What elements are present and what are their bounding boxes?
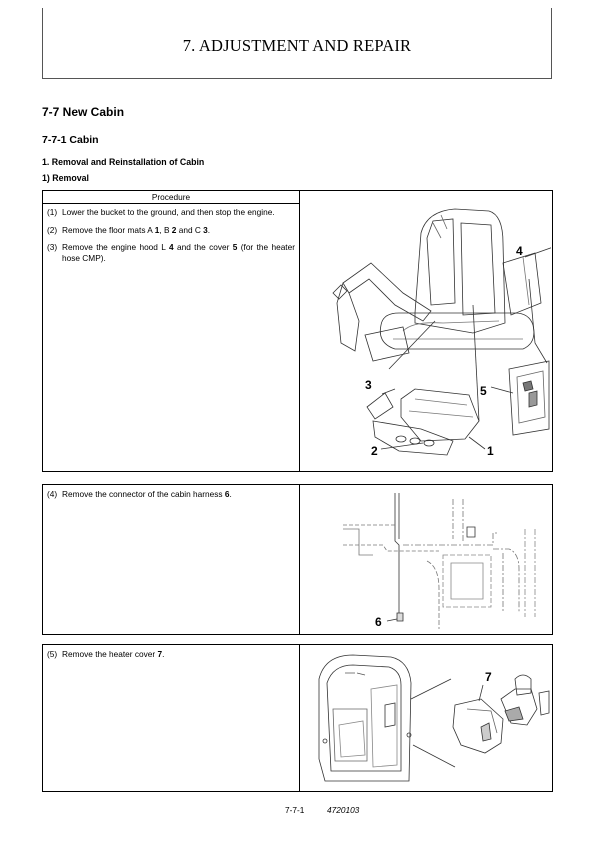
procedure-table-1 bbox=[42, 190, 553, 472]
procedure-table-2 bbox=[42, 484, 553, 635]
steps-list bbox=[47, 207, 295, 270]
step-text-fragment: (for the heater hose CMP). bbox=[62, 242, 295, 263]
callout-4: 4 bbox=[516, 244, 523, 258]
callout-2: 2 bbox=[371, 444, 378, 458]
chapter-title: 7. ADJUSTMENT AND REPAIR bbox=[182, 36, 412, 55]
procedure-step bbox=[47, 225, 295, 236]
document-code: 4720103 bbox=[327, 805, 360, 815]
chapter-header-box bbox=[42, 8, 552, 79]
column-divider bbox=[299, 485, 300, 634]
step-heading: 1) Removal bbox=[42, 173, 89, 183]
column-divider bbox=[299, 645, 300, 791]
step-number: (2) bbox=[47, 224, 58, 235]
item-heading: 1. Removal and Reinstallation of Cabin bbox=[42, 157, 205, 167]
page-number: 7-7-1 bbox=[285, 805, 305, 815]
step-number: (5) bbox=[47, 649, 58, 659]
step-text-fragment: Remove the heater cover bbox=[62, 649, 158, 659]
column-divider bbox=[299, 191, 300, 471]
step-text bbox=[62, 489, 295, 500]
step-text bbox=[62, 207, 295, 218]
heater-cover-figure bbox=[305, 649, 551, 789]
step-number: (3) bbox=[47, 242, 58, 252]
step-number: (1) bbox=[47, 207, 58, 217]
procedure-table-3 bbox=[42, 644, 553, 792]
part-ref-number: 7 bbox=[157, 649, 163, 659]
step-text-fragment: . bbox=[207, 224, 211, 235]
procedure-step bbox=[47, 649, 295, 660]
subsection-title: 7-7-1 Cabin bbox=[42, 134, 99, 146]
step-text bbox=[62, 242, 295, 263]
part-ref-number: 6 bbox=[224, 489, 230, 499]
procedure-step bbox=[47, 207, 295, 218]
callout-1: 1 bbox=[487, 444, 494, 458]
part-ref-number: 1 bbox=[154, 224, 160, 235]
step-text bbox=[62, 225, 295, 236]
part-ref-number: 3 bbox=[203, 224, 208, 235]
part-ref-number: 4 bbox=[168, 242, 174, 252]
part-ref-number: 5 bbox=[232, 242, 238, 252]
callout-7: 7 bbox=[485, 670, 492, 684]
step-text-fragment: and the cover bbox=[173, 242, 233, 252]
step-text-fragment: and C bbox=[176, 224, 204, 235]
procedure-step bbox=[47, 242, 295, 263]
excavator-floor-mats-figure bbox=[303, 193, 551, 471]
step-text-fragment: Remove the floor mats A bbox=[62, 224, 155, 235]
steps-list bbox=[47, 649, 295, 667]
callout-6: 6 bbox=[375, 615, 382, 629]
step-number: (4) bbox=[47, 489, 58, 499]
step-text-fragment: Remove the engine hood L bbox=[62, 242, 169, 252]
step-text-fragment: . bbox=[162, 649, 165, 659]
step-text-fragment: , B bbox=[159, 224, 172, 235]
callout-3: 3 bbox=[365, 378, 372, 392]
part-ref-number: 2 bbox=[171, 224, 177, 235]
step-text bbox=[62, 649, 295, 660]
step-text-fragment: Lower the bucket to the ground, and then stop the engine. bbox=[62, 207, 275, 217]
procedure-step bbox=[47, 489, 295, 500]
step-text-fragment: . bbox=[229, 489, 232, 499]
section-title: 7-7 New Cabin bbox=[42, 105, 125, 119]
step-text-fragment: Remove the connector of the cabin harness bbox=[62, 489, 225, 499]
cabin-harness-figure bbox=[343, 489, 553, 633]
procedure-header: Procedure bbox=[43, 191, 299, 204]
callout-5: 5 bbox=[480, 384, 487, 398]
steps-list bbox=[47, 489, 295, 507]
